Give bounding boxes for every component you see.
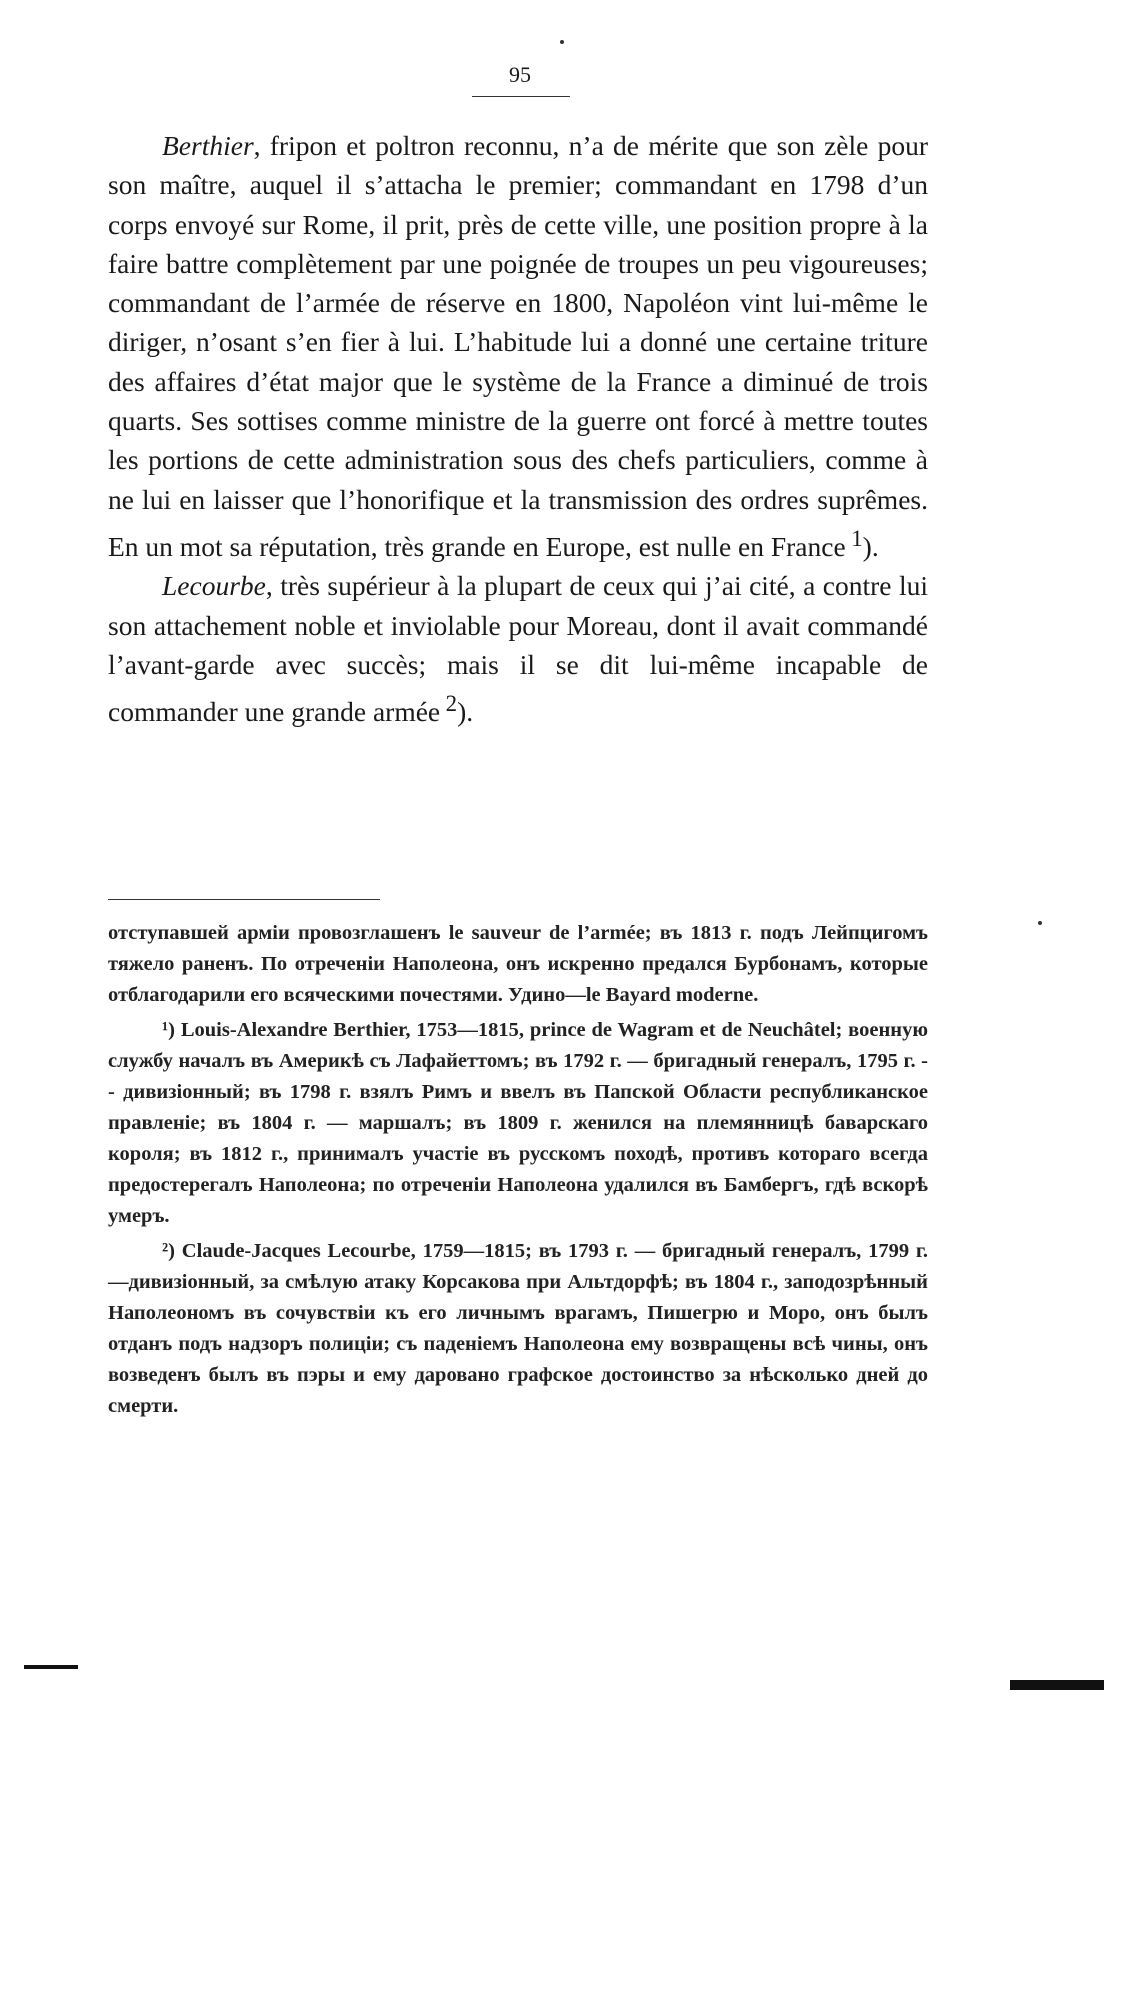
footnote-ref-1: 1	[851, 525, 863, 551]
person-name-berthier: Berthier	[162, 130, 254, 161]
scan-mark-right	[1010, 1680, 1104, 1690]
footnote-1-text: Louis-Alexandre Berthier, 1753—1815, prince de Wagram et de Neuchâtel; военную службу началъ въ Америкѣ съ Лафайеттомъ; въ 1792 г. — бригадный генералъ, 1795 г. - - дивизіонный; въ 1798 г. взялъ Римъ и ввелъ въ Папской Области республиканское правленіе; въ 1804 г. — маршалъ; въ 1809 г. женился на племянницѣ баварскаго короля; въ 1812 г., принималъ участіе въ русскомъ походѣ, противъ котораго всегда предостерегалъ Наполеона; по отреченіи Наполеона удалился въ Бамбергъ, гдѣ вскорѣ умеръ.	[108, 1019, 928, 1227]
footnotes	[108, 918, 928, 1422]
paragraph-berthier	[108, 126, 928, 566]
page-number: 95	[509, 62, 531, 87]
paragraph-lecourbe-text: , très supérieur à la plupart de ceux qui j’ai cité, a contre lui son attachement noble et inviolable pour Moreau, dont il avait commandé l’avant-garde avec succès; mais il se dit lui-même incapable de commander une grande armée	[108, 570, 928, 728]
paragraph-lecourbe-end: ).	[457, 696, 474, 728]
scan-mark-left	[24, 1665, 78, 1669]
footnote-separator	[108, 899, 380, 900]
footnote-2-marker: ²)	[162, 1240, 175, 1262]
footnote-1	[108, 1015, 928, 1232]
paragraph-berthier-text: , fripon et poltron reconnu, n’a de mérite que son zèle pour son maître, auquel il s’attacha le premier; commandant en 1798 d’un corps envoyé sur Rome, il prit, près de cette ville, une position propre à la faire battre complètement par une poignée de troupes un peu vigoureuses; commandant de l’armée de réserve en 1800, Napoléon vint lui-même le diriger, n’osant s’en fier à lui. L’habitude lui a donné une certaine triture des affaires d’état major que le système de la France a diminué de trois quarts. Ses sottises comme ministre de la guerre ont forcé à mettre toutes les portions de cette administration sous des chefs particuliers, comme à ne lui en laisser que l’honorifique et la transmission des ordres suprêmes. En un mot sa réputation, très grande en Europe, est nulle en France	[108, 130, 928, 563]
footnote-continuation: отступавшей арміи провозглашенъ le sauveur de l’armée; въ 1813 г. подъ Лейпцигомъ тяжело раненъ. По отреченіи Наполеона, онъ искренно предался Бурбонамъ, которые отблагодарили его всяческими почестями. Удино—le Bayard moderne.	[108, 922, 928, 1006]
page-number-underline	[472, 96, 570, 97]
person-name-lecourbe: Lecourbe	[162, 570, 266, 602]
paragraph-lecourbe	[108, 566, 928, 731]
main-text	[108, 126, 928, 732]
footnote-2-text: Claude-Jacques Lecourbe, 1759—1815; въ 1793 г. — бригадный генералъ, 1799 г.—дивизіонный, за смѣлую атаку Корсакова при Альтдорфѣ; въ 1804 г., заподозрѣнный Наполеономъ въ сочувствіи къ его личнымъ врагамъ, Пишегрю и Моро, онъ былъ отданъ подъ надзоръ полиціи; съ паденіемъ Наполеона ему возвращены всѣ чины, онъ возведенъ былъ въ пэры и ему даровано графское достоинство за нѣсколько дней до смерти.	[108, 1240, 928, 1417]
scan-speck	[1038, 921, 1042, 925]
paragraph-berthier-end: ).	[862, 531, 879, 563]
footnote-1-marker: ¹)	[162, 1019, 175, 1041]
footnote-ref-2: 2	[445, 691, 458, 717]
footnote-2	[108, 1236, 928, 1422]
scan-speck	[560, 40, 564, 44]
